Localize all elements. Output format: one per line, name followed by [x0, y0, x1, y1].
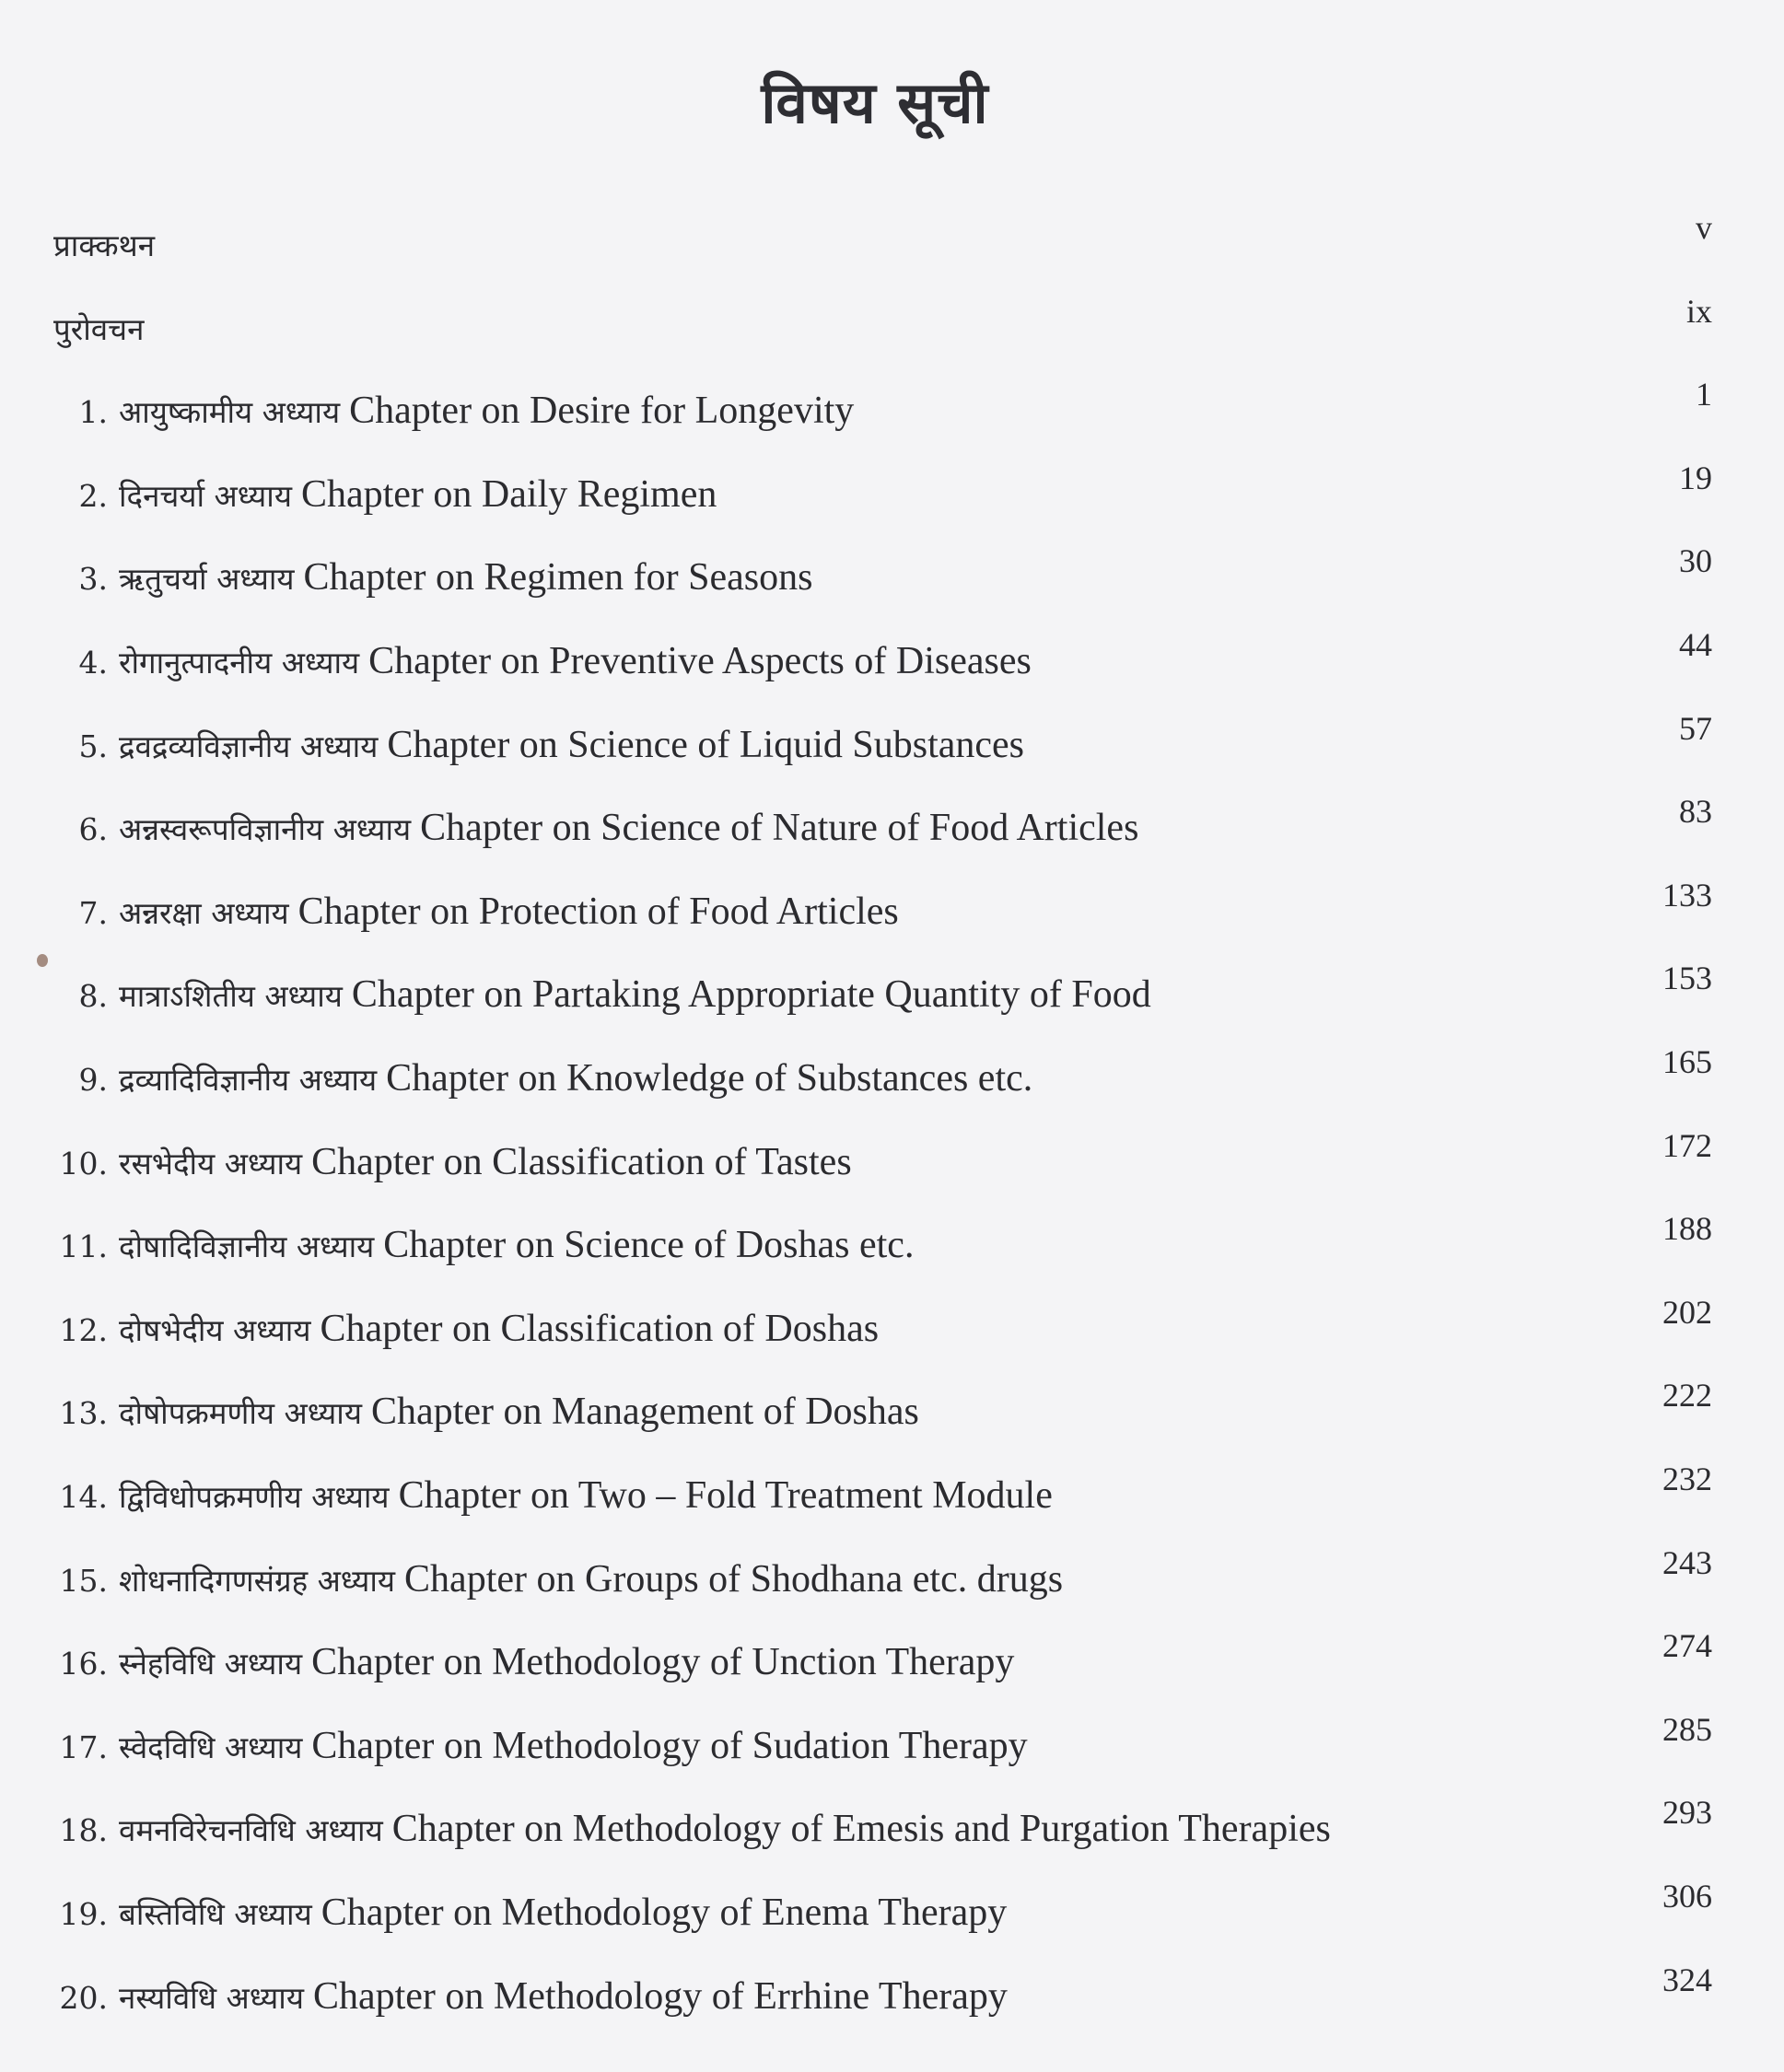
chapter-english-title: Chapter on Daily Regimen	[300, 472, 717, 516]
chapter-number: 1.	[78, 394, 108, 431]
chapter-hindi-title: रसभेदीय अध्याय	[119, 1145, 303, 1182]
chapter-hindi-title: द्रवद्रव्यविज्ञानीय अध्याय	[119, 728, 379, 764]
chapter-english-title: Chapter on Protection of Food Articles	[297, 890, 899, 933]
chapter-number: 6.	[78, 811, 108, 848]
chapter-row[interactable]	[0, 1710, 1784, 1774]
chapter-row[interactable]	[0, 542, 1784, 605]
chapter-english-title: Chapter on Methodology of Errhine Therapy	[312, 1974, 1008, 2018]
chapter-number: 5.	[78, 728, 108, 764]
front-matter-label: पुरोवचन	[53, 310, 145, 347]
page-number: 324	[1662, 1961, 1712, 1998]
chapter-entry	[51, 1384, 919, 1441]
chapter-english-title: Chapter on Partaking Appropriate Quantity of Food	[351, 973, 1151, 1017]
chapter-number: 10.	[59, 1145, 108, 1182]
chapter-number: 13.	[59, 1395, 108, 1432]
page-number: 165	[1662, 1043, 1712, 1080]
chapter-number: 14.	[59, 1479, 108, 1515]
chapter-hindi-title: आयुष्कामीय अध्याय	[119, 394, 341, 431]
page-number: 274	[1662, 1627, 1712, 1665]
chapter-number: 18.	[59, 1812, 108, 1849]
chapter-row[interactable]	[0, 1126, 1784, 1190]
chapter-number: 4.	[78, 645, 108, 681]
chapter-row[interactable]	[0, 1961, 1784, 2024]
page-number: 57	[1679, 709, 1712, 747]
chapter-entry	[51, 1051, 1032, 1108]
chapter-hindi-title: अन्नरक्षा अध्याय	[119, 894, 289, 931]
page-number: 222	[1662, 1377, 1712, 1414]
chapter-hindi-title: द्रव्यादिविज्ञानीय अध्याय	[119, 1062, 378, 1098]
chapter-hindi-title: शोधनादिगणसंग्रह अध्याय	[119, 1562, 396, 1599]
chapter-english-title: Chapter on Two – Fold Treatment Module	[398, 1474, 1053, 1517]
chapter-hindi-title: द्विविधोपक्रमणीय अध्याय	[119, 1479, 390, 1515]
chapter-english-title: Chapter on Classification of Doshas	[320, 1307, 880, 1350]
chapter-hindi-title: दोषोपक्रमणीय अध्याय	[119, 1395, 362, 1432]
chapter-entry	[51, 967, 1151, 1024]
chapter-number: 19.	[59, 1896, 108, 1932]
chapter-row[interactable]	[0, 1293, 1784, 1356]
chapter-entry	[51, 1301, 879, 1358]
chapter-entry	[51, 1217, 914, 1275]
chapter-entry	[51, 1552, 1063, 1609]
chapter-row[interactable]	[0, 876, 1784, 939]
page-number: 83	[1679, 793, 1712, 831]
page-number: 306	[1662, 1878, 1712, 1915]
page-number: 172	[1662, 1126, 1712, 1164]
chapter-hindi-title: दोषभेदीय अध्याय	[119, 1311, 311, 1348]
chapter-row[interactable]	[0, 709, 1784, 773]
chapter-english-title: Chapter on Regimen for Seasons	[303, 556, 813, 599]
page-number: 19	[1679, 459, 1712, 496]
chapter-number: 20.	[59, 1979, 108, 2016]
chapter-hindi-title: स्नेहविधि अध्याय	[119, 1646, 303, 1682]
chapter-hindi-title: दिनचर्या अध्याय	[119, 477, 292, 514]
chapter-english-title: Chapter on Knowledge of Substances etc.	[386, 1057, 1033, 1100]
chapter-row[interactable]	[0, 376, 1784, 438]
page-number: 153	[1662, 960, 1712, 997]
chapter-row[interactable]	[0, 1210, 1784, 1273]
chapter-hindi-title: स्वेदविधि अध्याय	[119, 1729, 303, 1765]
chapter-row[interactable]	[0, 960, 1784, 1022]
chapter-entry	[51, 1468, 1053, 1525]
chapter-hindi-title: दोषादिविज्ञानीय अध्याय	[119, 1228, 375, 1265]
chapter-entry	[51, 1635, 1014, 1692]
chapter-entry	[51, 1885, 1007, 1942]
chapter-entry	[51, 800, 1138, 857]
page-title: विषय सूची	[761, 69, 989, 136]
chapter-number: 16.	[59, 1646, 108, 1682]
chapter-row[interactable]	[0, 626, 1784, 689]
chapter-number: 15.	[59, 1562, 108, 1599]
chapter-entry	[51, 884, 899, 941]
page-number: 293	[1662, 1794, 1712, 1832]
page-number: 133	[1662, 876, 1712, 914]
chapter-entry	[51, 1135, 852, 1192]
page-number: 1	[1696, 376, 1712, 413]
chapter-number: 9.	[78, 1062, 108, 1098]
chapter-entry	[51, 634, 1032, 691]
chapter-entry	[51, 1718, 1028, 1775]
chapter-hindi-title: अन्नस्वरूपविज्ञानीय अध्याय	[119, 811, 412, 848]
chapter-number: 17.	[59, 1729, 108, 1765]
page-number: 188	[1662, 1210, 1712, 1248]
chapter-entry	[51, 383, 854, 440]
page-number: 202	[1662, 1293, 1712, 1331]
ink-speck	[37, 954, 48, 967]
chapter-english-title: Chapter on Groups of Shodhana etc. drugs	[404, 1557, 1064, 1601]
chapter-hindi-title: रोगानुत्पादनीय अध्याय	[119, 645, 360, 681]
page-number: v	[1696, 209, 1712, 246]
chapter-row[interactable]	[0, 1461, 1784, 1523]
page-number: 243	[1662, 1543, 1712, 1581]
chapter-entry	[51, 467, 717, 524]
chapter-hindi-title: ऋतुचर्या अध्याय	[119, 561, 295, 598]
chapter-row[interactable]	[0, 1543, 1784, 1607]
chapter-english-title: Chapter on Methodology of Emesis and Purgation Therapies	[391, 1808, 1331, 1851]
chapter-hindi-title: मात्राऽशितीय अध्याय	[119, 978, 343, 1015]
chapter-number: 12.	[59, 1311, 108, 1348]
page-number: 232	[1662, 1461, 1712, 1497]
chapter-entry	[51, 1801, 1331, 1858]
chapter-number: 7.	[78, 894, 108, 931]
chapter-number: 3.	[78, 561, 108, 598]
chapter-english-title: Chapter on Preventive Aspects of Diseases	[368, 640, 1032, 682]
chapter-entry	[51, 1969, 1008, 2026]
chapter-english-title: Chapter on Science of Doshas etc.	[383, 1224, 915, 1267]
chapter-english-title: Chapter on Science of Liquid Substances	[387, 723, 1025, 766]
chapter-row[interactable]	[0, 1878, 1784, 1940]
chapter-english-title: Chapter on Methodology of Sudation Therapy	[311, 1724, 1028, 1767]
chapter-row[interactable]	[0, 459, 1784, 522]
chapter-english-title: Chapter on Science of Nature of Food Articles	[420, 807, 1139, 850]
chapter-entry	[51, 550, 812, 607]
front-matter-row[interactable]	[0, 292, 1784, 355]
front-matter-row[interactable]	[0, 209, 1784, 272]
chapter-row[interactable]	[0, 1043, 1784, 1106]
page-number: 285	[1662, 1710, 1712, 1748]
chapter-number: 8.	[78, 978, 108, 1015]
chapter-english-title: Chapter on Methodology of Enema Therapy	[321, 1892, 1008, 1934]
chapter-english-title: Chapter on Desire for Longevity	[349, 390, 855, 433]
chapter-row[interactable]	[0, 1794, 1784, 1857]
chapter-hindi-title: नस्यविधि अध्याय	[119, 1979, 304, 2016]
chapter-row[interactable]	[0, 793, 1784, 856]
chapter-hindi-title: वमनविरेचनविधि अध्याय	[119, 1812, 383, 1849]
front-matter-entry	[53, 216, 164, 274]
page-number: 30	[1679, 542, 1712, 580]
chapter-entry	[51, 717, 1024, 774]
front-matter-entry	[53, 300, 153, 357]
chapter-number: 11.	[59, 1228, 108, 1265]
front-matter-label: प्राक्कथन	[53, 227, 156, 263]
chapter-english-title: Chapter on Methodology of Unction Therapy	[311, 1641, 1015, 1684]
chapter-english-title: Chapter on Management of Doshas	[371, 1391, 919, 1434]
chapter-row[interactable]	[0, 1377, 1784, 1439]
chapter-row[interactable]	[0, 1627, 1784, 1690]
page-number: 44	[1679, 626, 1712, 663]
chapter-english-title: Chapter on Classification of Tastes	[311, 1140, 852, 1183]
page-number: ix	[1685, 292, 1712, 330]
chapter-hindi-title: बस्तिविधि अध्याय	[119, 1896, 312, 1932]
chapter-number: 2.	[78, 477, 108, 514]
